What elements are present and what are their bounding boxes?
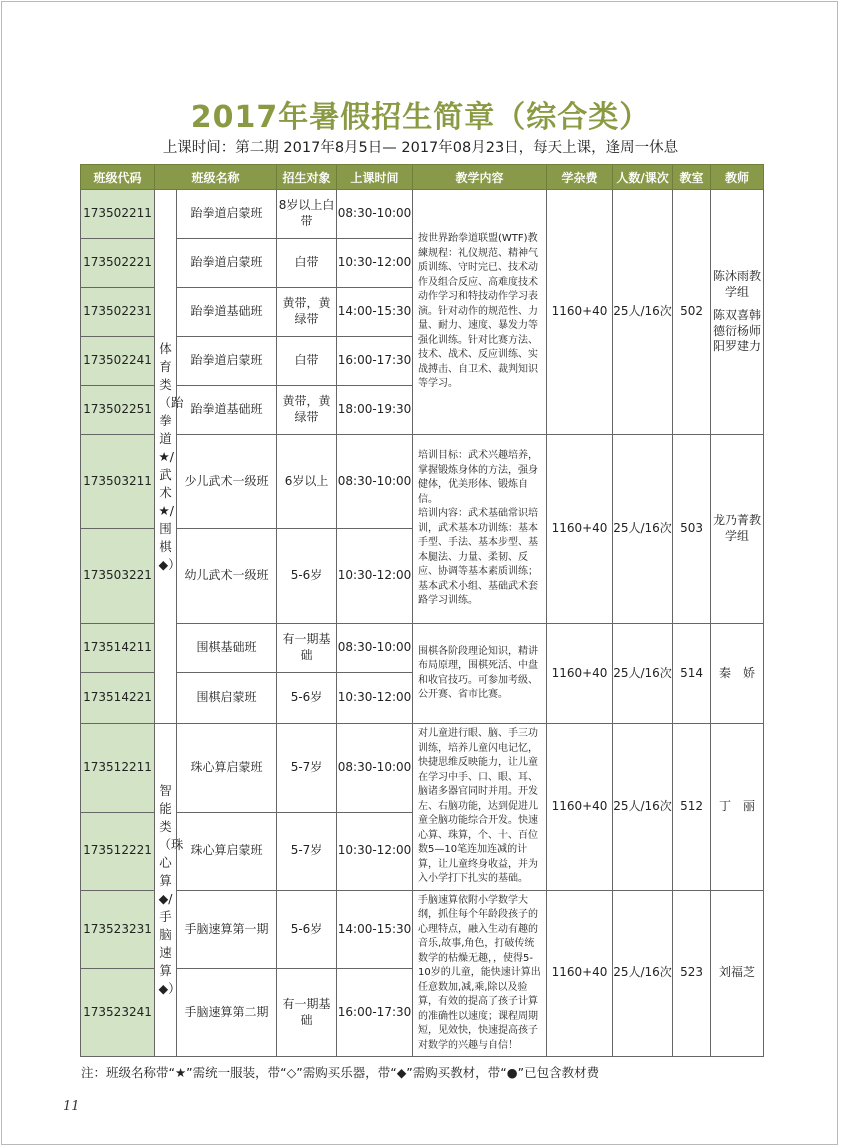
table-row [81, 890, 764, 969]
class-name: 幼儿武术一级班 [177, 529, 277, 624]
header-class-code: 班级代码 [81, 165, 155, 190]
class-code: 173523241 [81, 969, 155, 1057]
class-name: 少儿武术一级班 [177, 435, 277, 529]
class-target: 8岁以上白带 [277, 190, 337, 239]
fee: 1160+40 [547, 724, 613, 891]
class-name: 珠心算启蒙班 [177, 724, 277, 813]
table-row [81, 724, 764, 813]
teaching-content [413, 435, 547, 624]
classroom: 523 [673, 890, 711, 1057]
header-teacher: 教师 [711, 165, 764, 190]
teaching-goal: 培训目标：武术兴趣培养，掌握锻炼身体的方法，强身健体，优美形体、锻炼自信。 [418, 450, 539, 505]
teacher: 龙乃菁教学组 [711, 435, 764, 624]
class-size: 25人/16次 [613, 724, 673, 891]
teaching-content: 围棋各阶段理论知识，精讲布局原理，围棋死活、中盘和收官技巧。可参加考级、公开赛、省市比赛。 [413, 624, 547, 724]
class-size: 25人/16次 [613, 624, 673, 724]
class-size: 25人/16次 [613, 435, 673, 624]
category-sports-label: 体育类（跆拳道★/武术★/围棋◆） [158, 340, 184, 572]
class-code: 173502251 [81, 386, 155, 435]
fee: 1160+40 [547, 624, 613, 724]
header-target: 招生对象 [277, 165, 337, 190]
class-size: 25人/16次 [613, 890, 673, 1057]
class-code: 173512211 [81, 724, 155, 813]
fee: 1160+40 [547, 190, 613, 435]
class-name: 手脑速算第二期 [177, 969, 277, 1057]
class-time: 08:30-10:00 [337, 724, 413, 813]
teaching-content: 按世界跆拳道联盟(WTF)教練规程：礼仪规范、精神气质训练、守时完已、技术动作及组合反应、高难度技术动作学习和特技动作学习表演。针对动作的规范性、力量、耐力、速度、暴发力等强化训练。针对比赛方法、技术、战术、反应训练、实战搏击、自卫术、裁判知识等学习。 [413, 190, 547, 435]
page-subtitle: 上课时间：第二期 2017年8月5日— 2017年08月23日，每天上课，逢周一休息 [162, 140, 679, 156]
class-code: 173514211 [81, 624, 155, 673]
class-time: 08:30-10:00 [337, 435, 413, 529]
teacher-name: 陈双喜韩德衍杨师阳罗建力 [713, 308, 762, 354]
classroom: 502 [673, 190, 711, 435]
table-row [81, 624, 764, 673]
category-intellect [155, 724, 184, 1057]
class-target: 6岁以上 [277, 435, 337, 529]
class-name: 跆拳道启蒙班 [177, 239, 277, 288]
class-name: 手脑速算第一期 [177, 890, 277, 969]
class-name: 跆拳道基础班 [177, 288, 277, 337]
class-time: 08:30-10:00 [337, 624, 413, 673]
class-time: 14:00-15:30 [337, 890, 413, 969]
class-code: 173514221 [81, 673, 155, 724]
footnote: 注：班级名称带“★”需统一服装，带“◇”需购买乐器，带“◆”需购买教材，带“●”已包含教材费 [81, 1065, 600, 1080]
class-size: 25人/16次 [613, 190, 673, 435]
page-number: 11 [63, 1099, 80, 1114]
fee: 1160+40 [547, 890, 613, 1057]
class-time: 10:30-12:00 [337, 673, 413, 724]
classroom: 503 [673, 435, 711, 624]
table-row [81, 190, 764, 239]
header-time: 上课时间 [337, 165, 413, 190]
class-name: 珠心算启蒙班 [177, 812, 277, 890]
classroom: 512 [673, 724, 711, 891]
class-time: 08:30-10:00 [337, 190, 413, 239]
class-target: 5-7岁 [277, 812, 337, 890]
class-code: 173503221 [81, 529, 155, 624]
table-row [81, 435, 764, 529]
class-name: 围棋基础班 [177, 624, 277, 673]
class-code: 173502241 [81, 337, 155, 386]
header-content: 教学内容 [413, 165, 547, 190]
class-time: 16:00-17:30 [337, 337, 413, 386]
class-target: 白带 [277, 337, 337, 386]
teaching-detail: 培训内容：武术基础常识培训，武术基本功训练：基本手型、手法、基本步型、基本腿法、力量、柔韧、反应、协调等基本素质训练；基本武术小组、基础武术套路学习训练。 [418, 508, 539, 607]
class-code: 173502221 [81, 239, 155, 288]
class-time: 18:00-19:30 [337, 386, 413, 435]
class-target: 5-6岁 [277, 890, 337, 969]
fee: 1160+40 [547, 435, 613, 624]
class-target: 5-7岁 [277, 724, 337, 813]
class-time: 16:00-17:30 [337, 969, 413, 1057]
classroom: 514 [673, 624, 711, 724]
class-code: 173503211 [81, 435, 155, 529]
teaching-content: 手脑速算依附小学数学大纲，抓住每个年龄段孩子的心理特点，融入生动有趣的音乐,故事,角色，打破传统数学的枯燥无趣，，使得5-10岁的儿童，能快速计算出任意数加,减,乘,除以及验算，有效的提高了孩子计算的准确性以速度；课程周期短，见效快，快速提高孩子对数学的兴趣与自信！ [413, 890, 547, 1057]
class-time: 10:30-12:00 [337, 529, 413, 624]
header-size: 人数/课次 [613, 165, 673, 190]
page-title: 2017年暑假招生简章（综合类） [190, 100, 651, 135]
header-room: 教室 [673, 165, 711, 190]
class-time: 10:30-12:00 [337, 812, 413, 890]
teacher: 刘福芝 [711, 890, 764, 1057]
class-target: 黄带，黄绿带 [277, 288, 337, 337]
teaching-content: 对儿童进行眼、脑、手三功训练，培养儿童闪电记忆，快捷思维反映能力，让儿童在学习中手、口、眼、耳、脑诸多器官同时并用。开发左、右脑功能，达到促进儿童全脑功能综合开发。快速心算、珠算，个、十、百位数5—10笔连加连减的计算，让儿童终身收益，并为入小学打下扎实的基础。 [413, 724, 547, 891]
teacher: 丁 丽 [711, 724, 764, 891]
class-target: 白带 [277, 239, 337, 288]
class-time: 14:00-15:30 [337, 288, 413, 337]
category-sports [155, 190, 184, 724]
table-header-row [81, 165, 764, 190]
teacher [711, 190, 764, 435]
teacher: 秦 娇 [711, 624, 764, 724]
class-name: 跆拳道基础班 [177, 386, 277, 435]
class-name: 围棋启蒙班 [177, 673, 277, 724]
class-code: 173523231 [81, 890, 155, 969]
class-target: 有一期基础 [277, 624, 337, 673]
class-target: 黄带，黄绿带 [277, 386, 337, 435]
header-fee: 学杂费 [547, 165, 613, 190]
class-target: 有一期基础 [277, 969, 337, 1057]
class-code: 173502231 [81, 288, 155, 337]
class-name: 跆拳道启蒙班 [177, 337, 277, 386]
class-code: 173512221 [81, 812, 155, 890]
class-name: 跆拳道启蒙班 [177, 190, 277, 239]
schedule-table [80, 164, 764, 1057]
class-time: 10:30-12:00 [337, 239, 413, 288]
header-class-name: 班级名称 [155, 165, 277, 190]
class-code: 173502211 [81, 190, 155, 239]
teacher-name: 陈沐雨教学组 [713, 269, 762, 299]
category-intellect-label: 智能类（珠心算◆/手脑速算◆） [158, 783, 184, 996]
class-target: 5-6岁 [277, 673, 337, 724]
class-target: 5-6岁 [277, 529, 337, 624]
